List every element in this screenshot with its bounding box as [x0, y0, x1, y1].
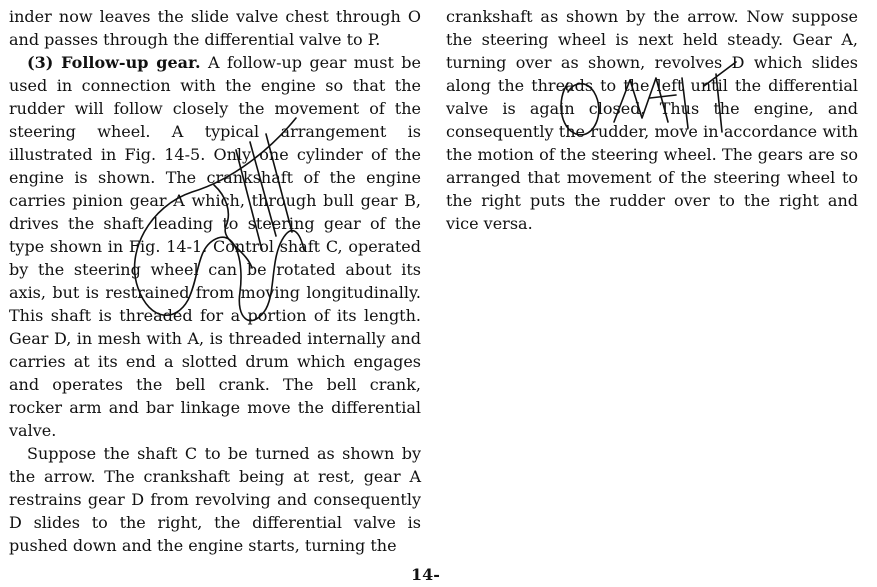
page-number: 14- [411, 565, 440, 584]
paragraph-follow-up-text: A follow-up gear must be used in connection with the engine so that the rudder will follow closely the movement of the steering wheel. A typical arrangement is illustrated in Fig. 14-5. Only one cylinder of the engine is shown. The crankshaft of the engine carries pinion gear A which, through bull gear B, drives the shaft leading to steering gear of the type shown in Fig. 14-1. Control shaft C, operated by the steering wheel can be rotated about its axis, but is restrained from moving longitudinally. This shaft is threaded for a portion of its length. Gear D, in mesh with A, is threaded internally and carries at its end a slotted drum which engages and operates the bell crank. The bell crank, rocker arm and bar linkage move the differential valve. [9, 53, 421, 440]
paragraph-continuation: inder now leaves the slide valve chest through O and passes through the differential valve to P. [9, 7, 421, 49]
paragraph-continued: crankshaft as shown by the arrow. Now suppose the steering wheel is next held steady. Gear A, turning over as shown, revolves D which slides along the threads to the left until the differential valve is again closed. Thus the engine, and consequently the rudder, move in accordance with the motion of the steering wheel. The gears are so arranged that movement of the steering wheel to the right puts the rudder over to the right and vice versa. [446, 7, 858, 233]
left-column [9, 5, 421, 557]
paragraph-follow-up [9, 51, 421, 442]
paragraph-suppose: Suppose the shaft C to be turned as shown by the arrow. The crankshaft being at rest, gear A restrains gear D from revolving and consequently D slides to the right, the differential valve is pushed down and the engine starts, turning the [9, 444, 421, 555]
right-column [446, 5, 858, 235]
section-heading: (3) Follow-up gear. [27, 53, 201, 72]
